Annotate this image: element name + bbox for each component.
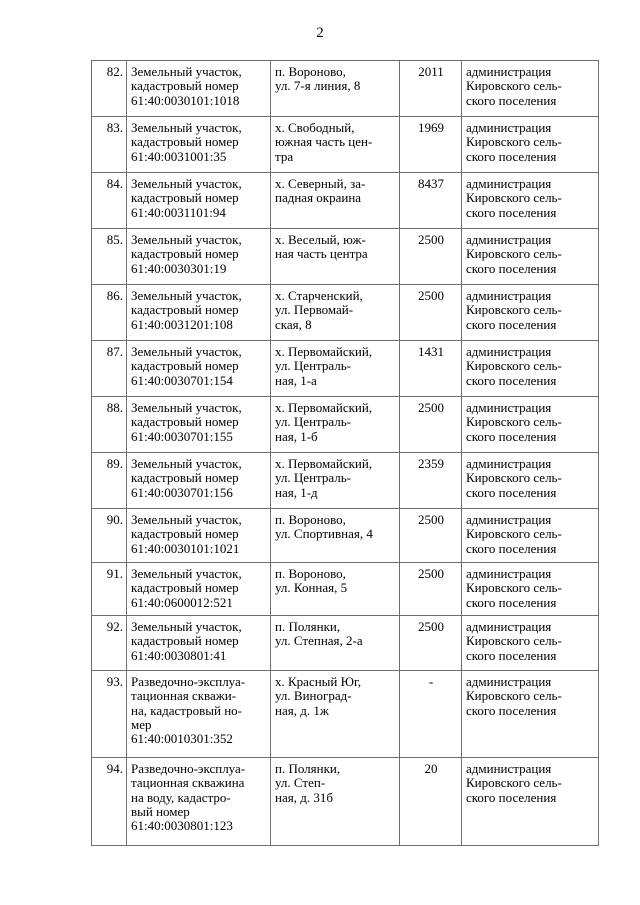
row-number: 92. <box>92 616 127 671</box>
object-address: п. Полянки, ул. Степ- ная, д. 31б <box>271 758 400 846</box>
object-area: 2500 <box>400 285 462 341</box>
object-address: х. Первомайский, ул. Централь- ная, 1-а <box>271 341 400 397</box>
row-number: 82. <box>92 61 127 117</box>
row-number: 83. <box>92 117 127 173</box>
object-area: 2500 <box>400 563 462 616</box>
object-owner: администрация Кировского сель- ского поселения <box>462 509 599 563</box>
object-description: Земельный участок, кадастровый номер 61:40:0030101:1018 <box>127 61 271 117</box>
object-area: 2359 <box>400 453 462 509</box>
row-number: 88. <box>92 397 127 453</box>
object-area: 1431 <box>400 341 462 397</box>
object-description: Земельный участок, кадастровый номер 61:40:0031001:35 <box>127 117 271 173</box>
row-number: 90. <box>92 509 127 563</box>
table-row <box>92 285 599 341</box>
object-address: х. Веселый, юж- ная часть центра <box>271 229 400 285</box>
object-description: Земельный участок, кадастровый номер 61:40:0030101:1021 <box>127 509 271 563</box>
table-row <box>92 563 599 616</box>
object-area: 20 <box>400 758 462 846</box>
page-number: 2 <box>316 25 324 41</box>
table-row <box>92 341 599 397</box>
object-description: Земельный участок, кадастровый номер 61:40:0030801:41 <box>127 616 271 671</box>
object-address: х. Свободный, южная часть цен- тра <box>271 117 400 173</box>
object-description: Земельный участок, кадастровый номер 61:40:0030301:19 <box>127 229 271 285</box>
object-description: Разведочно-эксплуа- тационная скважи- на, кадастровый но- мер 61:40:0010301:352 <box>127 671 271 758</box>
object-area: 2500 <box>400 616 462 671</box>
table-row <box>92 117 599 173</box>
property-registry-table <box>91 60 599 846</box>
row-number: 86. <box>92 285 127 341</box>
object-area: 8437 <box>400 173 462 229</box>
object-description: Земельный участок, кадастровый номер 61:40:0031201:108 <box>127 285 271 341</box>
object-owner: администрация Кировского сель- ского поселения <box>462 229 599 285</box>
object-owner: администрация Кировского сель- ского поселения <box>462 341 599 397</box>
object-address: п. Вороново, ул. Спортивная, 4 <box>271 509 400 563</box>
table-row <box>92 671 599 758</box>
object-area: 2500 <box>400 229 462 285</box>
row-number: 84. <box>92 173 127 229</box>
row-number: 91. <box>92 563 127 616</box>
object-owner: администрация Кировского сель- ского поселения <box>462 397 599 453</box>
object-address: х. Северный, за- падная окраина <box>271 173 400 229</box>
object-address: х. Старченский, ул. Первомай- ская, 8 <box>271 285 400 341</box>
object-owner: администрация Кировского сель- ского поселения <box>462 117 599 173</box>
object-description: Земельный участок, кадастровый номер 61:40:0030701:156 <box>127 453 271 509</box>
table-row <box>92 173 599 229</box>
row-number: 93. <box>92 671 127 758</box>
object-area: 2011 <box>400 61 462 117</box>
object-address: п. Полянки, ул. Степная, 2-а <box>271 616 400 671</box>
object-description: Разведочно-эксплуа- тационная скважина на воду, кадастро- вый номер 61:40:0030801:123 <box>127 758 271 846</box>
object-owner: администрация Кировского сель- ского поселения <box>462 285 599 341</box>
object-address: п. Вороново, ул. Конная, 5 <box>271 563 400 616</box>
object-area: - <box>400 671 462 758</box>
object-address: х. Первомайский, ул. Централь- ная, 1-б <box>271 397 400 453</box>
object-address: п. Вороново, ул. 7-я линия, 8 <box>271 61 400 117</box>
table-row <box>92 397 599 453</box>
object-owner: администрация Кировского сель- ского поселения <box>462 671 599 758</box>
object-owner: администрация Кировского сель- ского поселения <box>462 758 599 846</box>
object-owner: администрация Кировского сель- ского поселения <box>462 563 599 616</box>
object-area: 1969 <box>400 117 462 173</box>
row-number: 89. <box>92 453 127 509</box>
table-row <box>92 229 599 285</box>
object-address: х. Первомайский, ул. Централь- ная, 1-д <box>271 453 400 509</box>
object-area: 2500 <box>400 397 462 453</box>
object-description: Земельный участок, кадастровый номер 61:40:0030701:155 <box>127 397 271 453</box>
object-description: Земельный участок, кадастровый номер 61:40:0030701:154 <box>127 341 271 397</box>
object-owner: администрация Кировского сель- ского поселения <box>462 616 599 671</box>
object-area: 2500 <box>400 509 462 563</box>
table-row <box>92 509 599 563</box>
object-address: х. Красный Юг, ул. Виноград- ная, д. 1ж <box>271 671 400 758</box>
row-number: 85. <box>92 229 127 285</box>
table-row <box>92 616 599 671</box>
table-row <box>92 758 599 846</box>
object-description: Земельный участок, кадастровый номер 61:40:0031101:94 <box>127 173 271 229</box>
row-number: 87. <box>92 341 127 397</box>
object-owner: администрация Кировского сель- ского поселения <box>462 453 599 509</box>
object-description: Земельный участок, кадастровый номер 61:40:0600012:521 <box>127 563 271 616</box>
object-owner: администрация Кировского сель- ского поселения <box>462 61 599 117</box>
table-row <box>92 453 599 509</box>
table-row <box>92 61 599 117</box>
row-number: 94. <box>92 758 127 846</box>
object-owner: администрация Кировского сель- ского поселения <box>462 173 599 229</box>
